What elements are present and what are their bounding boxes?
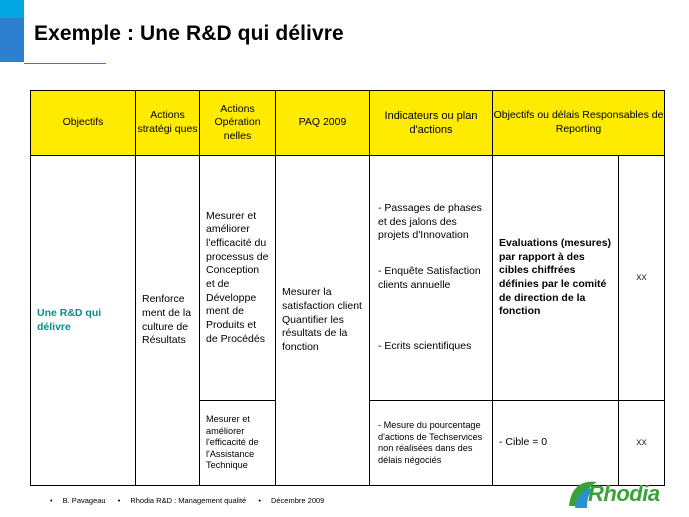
header-indicateurs: Indicateurs ou plan d'actions xyxy=(370,91,493,156)
footer-date: Décembre 2009 xyxy=(270,496,325,505)
indicateur-item: - Ecrits scientifiques xyxy=(378,340,472,353)
footer-author: B. Pavageau xyxy=(62,496,106,505)
indicateurs-cell: - Mesure du pourcentage d'actions de Techservices non réalisées dans des délais négociés xyxy=(370,401,493,486)
header-objectifs-delais: Objectifs ou délais Responsables de Reporting xyxy=(493,91,665,156)
header-row xyxy=(31,91,665,156)
paq-cell: Mesurer la satisfaction client Quantifier les résultats de la fonction xyxy=(276,156,370,486)
indicateur-item: - Enquête Satisfaction clients annuelle xyxy=(378,265,481,291)
action-operationnelle-cell: Mesurer et améliorer l'efficacité de l'Assistance Technique xyxy=(200,401,276,486)
slide-title: Exemple : Une R&D qui délivre xyxy=(34,22,344,45)
title-underline xyxy=(24,63,106,64)
header-actions-strategiques: Actions stratégi ques xyxy=(136,91,200,156)
indicateur-item: - Passages de phases et des jalons des projets d'Innovation xyxy=(378,202,482,242)
objectif-cell: Une R&D qui délivre xyxy=(31,156,136,486)
action-operationnelle-cell: Mesurer et améliorer l'efficacité du processus de Conception et de Développe ment de Produits et de Procédés xyxy=(200,156,276,401)
table-row xyxy=(31,156,665,401)
accent-bar xyxy=(0,0,24,62)
objectif-delai-cell: Evaluations (mesures) par rapport à des cibles chiffrées définies par le comité de direction de la fonction xyxy=(493,156,619,401)
header-actions-operationnelles: Actions Opération nelles xyxy=(200,91,276,156)
responsable-cell: xx xyxy=(619,156,665,401)
header-objectifs: Objectifs xyxy=(31,91,136,156)
footer-context: Rhodia R&D : Management qualité xyxy=(130,496,247,505)
footer: • B. Pavageau • Rhodia R&D : Management qualité • Décembre 2009 xyxy=(50,496,325,505)
objectives-table xyxy=(30,90,665,486)
indicateurs-cell xyxy=(370,156,493,401)
logo-text: Rhodia xyxy=(588,481,660,506)
responsable-cell: xx xyxy=(619,401,665,486)
action-strategique-cell: Renforce ment de la culture de Résultats xyxy=(136,156,200,486)
objectif-delai-cell: - Cible = 0 xyxy=(493,401,619,486)
header-paq: PAQ 2009 xyxy=(276,91,370,156)
